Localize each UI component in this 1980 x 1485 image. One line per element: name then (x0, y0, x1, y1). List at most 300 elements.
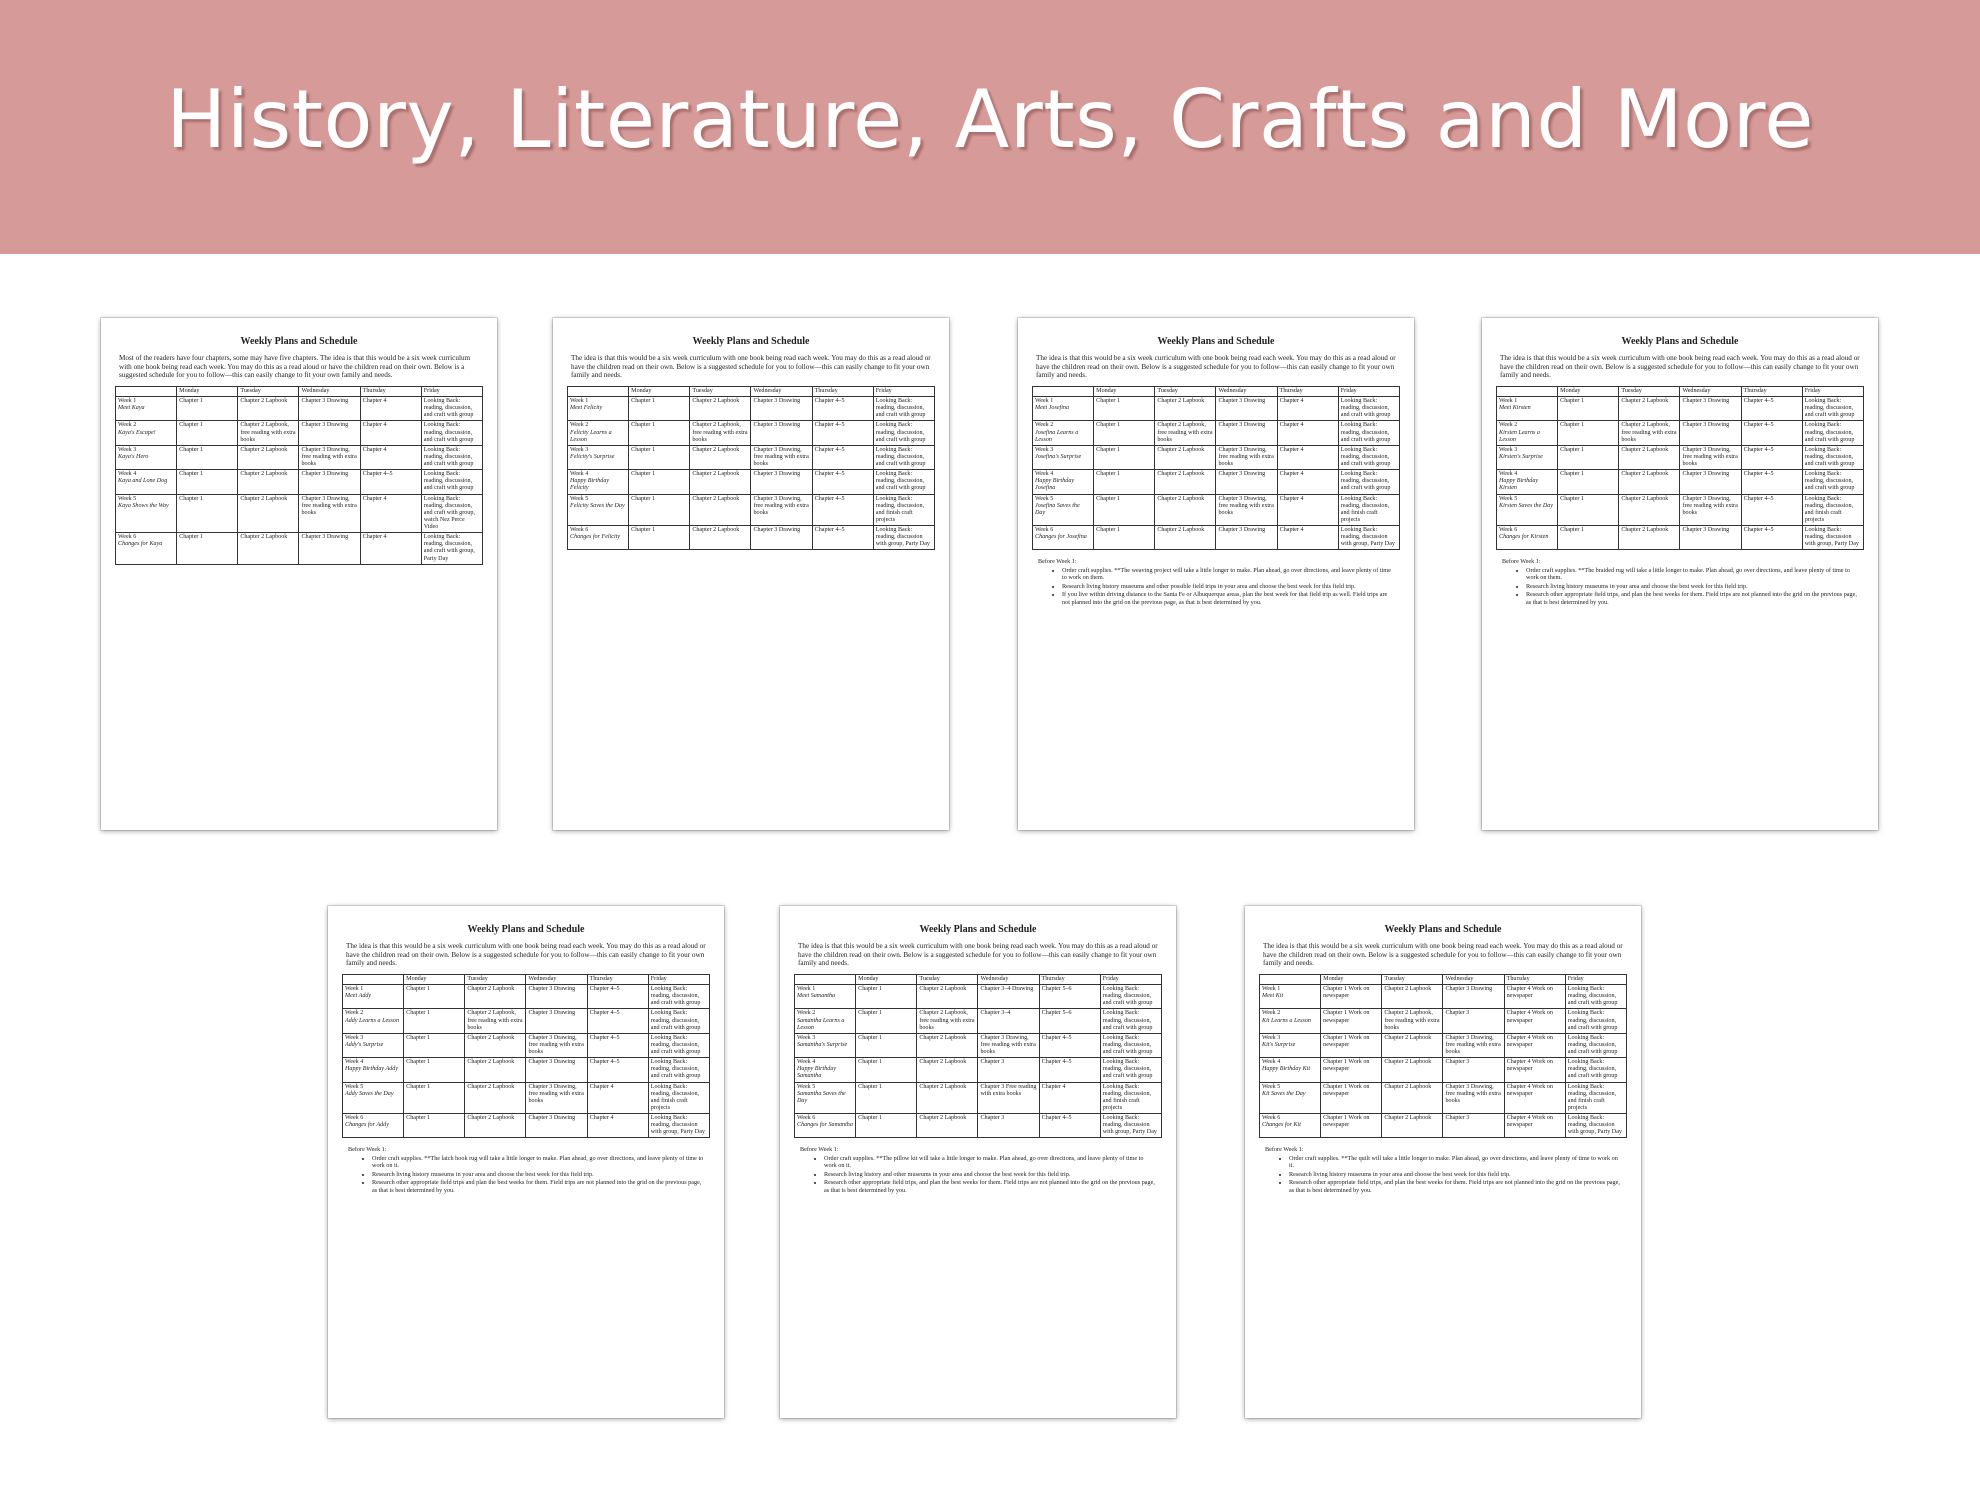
week-label: Week 3 (1499, 446, 1518, 453)
schedule-page (1482, 318, 1878, 830)
activity-cell: Chapter 3 Free reading with extra books (978, 1082, 1039, 1114)
activity-cell: Chapter 4 Work on newspaper (1504, 1082, 1565, 1114)
table-row (1497, 470, 1864, 494)
activity-cell: Looking Back: reading, discussion, and craft with group (1338, 421, 1399, 445)
day-header: Friday (1100, 974, 1161, 984)
week-cell (795, 1058, 856, 1082)
table-row (1033, 526, 1400, 550)
day-header: Tuesday (1155, 386, 1216, 396)
week-cell (343, 1082, 404, 1114)
activity-cell: Chapter 2 Lapbook (1382, 1114, 1443, 1138)
week-label: Week 1 (1035, 398, 1054, 405)
book-title: Changes for Kirsten (1499, 534, 1549, 541)
activity-cell: Chapter 3 Drawing, free reading with extra books (526, 1082, 587, 1114)
activity-cell: Chapter 2 Lapbook (1382, 985, 1443, 1009)
activity-cell: Chapter 2 Lapbook (917, 1058, 978, 1082)
activity-cell: Chapter 2 Lapbook (238, 494, 299, 533)
day-header: Thursday (812, 386, 873, 396)
notes-list (348, 1155, 704, 1194)
schedule-page (780, 906, 1176, 1418)
activity-cell: Looking Back: reading, discussion, and craft with group (1338, 397, 1399, 421)
book-title: Addy's Surprise (345, 1041, 384, 1048)
activity-cell: Chapter 3 Drawing, free reading with extra books (978, 1033, 1039, 1057)
book-title: Samantha Learns a Lesson (797, 1017, 845, 1031)
week-cell (1033, 421, 1094, 445)
activity-cell: Chapter 3 Drawing, free reading with extra books (1216, 445, 1277, 469)
book-title: Meet Felicity (570, 405, 603, 412)
notes-list (1038, 567, 1394, 606)
corner-cell (116, 386, 177, 396)
week-label: Week 2 (797, 1010, 816, 1017)
activity-cell: Chapter 2 Lapbook (690, 397, 751, 421)
activity-cell: Chapter 3–4 (978, 1009, 1039, 1033)
activity-cell: Looking Back: reading, discussion, and craft with group, Party Day (421, 533, 482, 565)
schedule-page (553, 318, 949, 830)
week-cell (1260, 1033, 1321, 1057)
notes-heading: Before Week 1: (800, 1146, 839, 1154)
week-cell (343, 1009, 404, 1033)
day-header: Tuesday (690, 386, 751, 396)
table-row (343, 985, 710, 1009)
schedule-page (1245, 906, 1641, 1418)
activity-cell: Looking Back: reading, discussion, and craft with group (873, 421, 934, 445)
activity-cell: Chapter 4 Work on newspaper (1504, 1009, 1565, 1033)
week-cell (1260, 985, 1321, 1009)
activity-cell: Chapter 3 Drawing (526, 1058, 587, 1082)
day-header: Wednesday (299, 386, 360, 396)
activity-cell: Chapter 4 Work on newspaper (1504, 985, 1565, 1009)
activity-cell: Chapter 4 (360, 445, 421, 469)
activity-cell: Chapter 1 (1558, 526, 1619, 550)
activity-cell: Chapter 4–5 (1741, 397, 1802, 421)
activity-cell: Chapter 4–5 (812, 397, 873, 421)
activity-cell: Chapter 1 Work on newspaper (1321, 985, 1382, 1009)
week-label: Week 4 (1262, 1059, 1281, 1066)
week-label: Week 3 (1035, 446, 1054, 453)
activity-cell: Chapter 4 (360, 397, 421, 421)
day-header: Wednesday (978, 974, 1039, 984)
week-cell (1497, 494, 1558, 526)
table-row (795, 1033, 1162, 1057)
corner-cell (795, 974, 856, 984)
book-title: Kirsten's Surprise (1499, 453, 1543, 460)
book-title: Kirsten Learns a Lesson (1499, 429, 1540, 443)
day-header: Tuesday (917, 974, 978, 984)
week-label: Week 6 (797, 1115, 816, 1122)
activity-cell: Chapter 3 Drawing (751, 470, 812, 494)
note-item: • Research living history museums and other possible field trips in your area and choose the best week for this field trip. (1062, 583, 1394, 590)
activity-cell: Chapter 2 Lapbook (1619, 494, 1680, 526)
activity-cell: Chapter 5–6 (1039, 1009, 1100, 1033)
activity-cell: Chapter 2 Lapbook (690, 494, 751, 526)
activity-cell: Chapter 2 Lapbook, free reading with extra books (238, 421, 299, 445)
week-cell (343, 1058, 404, 1082)
week-label: Week 4 (345, 1059, 364, 1066)
day-header: Tuesday (1619, 386, 1680, 396)
activity-cell: Looking Back: reading, discussion, and craft with group (873, 470, 934, 494)
page-title: Weekly Plans and Schedule (1384, 924, 1502, 935)
day-header: Thursday (1741, 386, 1802, 396)
activity-cell: Looking Back: reading, discussion with group, Party Day (648, 1114, 709, 1138)
notes-list (800, 1155, 1156, 1194)
activity-cell: Chapter 4 (360, 494, 421, 533)
header-row (343, 974, 710, 984)
activity-cell: Chapter 4–5 (1741, 494, 1802, 526)
week-cell (1497, 421, 1558, 445)
schedule-table (115, 386, 483, 565)
week-label: Week 2 (345, 1010, 364, 1017)
book-title: Kaya's Escape! (118, 429, 156, 436)
day-header: Monday (629, 386, 690, 396)
week-cell (568, 470, 629, 494)
activity-cell: Chapter 3 Drawing (1216, 470, 1277, 494)
book-title: Josefina's Surprise (1035, 453, 1082, 460)
day-header: Monday (1558, 386, 1619, 396)
activity-cell: Chapter 2 Lapbook (1155, 445, 1216, 469)
page-title: Weekly Plans and Schedule (919, 924, 1037, 935)
day-header: Monday (1321, 974, 1382, 984)
table-row (116, 397, 483, 421)
activity-cell: Chapter 3 (1443, 1009, 1504, 1033)
book-title: Felicity's Surprise (570, 453, 615, 460)
table-row (1260, 1114, 1627, 1138)
header-banner (0, 0, 1980, 254)
note-item: • Research other appropriate field trips and plan the best weeks for them. Field trips are not planned into the grid on the previous page, as that is best determined by you. (372, 1179, 704, 1194)
activity-cell: Chapter 1 (629, 526, 690, 550)
activity-cell: Looking Back: reading, discussion, and craft with group (1802, 397, 1863, 421)
table-row (343, 1033, 710, 1057)
activity-cell: Chapter 1 Work on newspaper (1321, 1033, 1382, 1057)
book-title: Josefina Saves the Day (1035, 502, 1080, 516)
note-item: • Order craft supplies. **The weaving project will take a little longer to make. Plan ahead, go over directions, and leave plenty of time to work on them. (1062, 567, 1394, 582)
table-row (1033, 470, 1400, 494)
week-label: Week 1 (1499, 398, 1518, 405)
week-cell (1033, 470, 1094, 494)
activity-cell: Chapter 1 (856, 1114, 917, 1138)
note-item: • Order craft supplies. **The latch hook rug will take a little longer to make. Plan ahead, go over directions, and leave plenty of time to work on it. (372, 1155, 704, 1170)
banner-title: History, Literature, Arts, Crafts and More (166, 72, 1814, 166)
day-header: Thursday (587, 974, 648, 984)
book-title: Addy Saves the Day (345, 1090, 394, 1097)
table-row (568, 445, 935, 469)
day-header: Friday (648, 974, 709, 984)
book-title: Happy Birthday Addy (345, 1066, 399, 1073)
activity-cell: Chapter 3 Drawing, free reading with extra books (1443, 1082, 1504, 1114)
activity-cell: Chapter 3 Drawing, free reading with extra books (751, 445, 812, 469)
week-cell (568, 526, 629, 550)
week-label: Week 2 (1035, 422, 1054, 429)
week-label: Week 5 (1035, 495, 1054, 502)
week-label: Week 4 (1499, 471, 1518, 478)
activity-cell: Chapter 3 Drawing (751, 421, 812, 445)
activity-cell: Chapter 2 Lapbook, free reading with extra books (465, 1009, 526, 1033)
week-cell (1033, 397, 1094, 421)
activity-cell: Chapter 2 Lapbook (917, 1114, 978, 1138)
day-header: Tuesday (1382, 974, 1443, 984)
activity-cell: Looking Back: reading, discussion, and craft with group (1565, 1058, 1626, 1082)
activity-cell: Chapter 2 Lapbook, free reading with extra books (1619, 421, 1680, 445)
book-title: Kit Saves the Day (1262, 1090, 1306, 1097)
week-label: Week 2 (570, 422, 589, 429)
week-label: Week 5 (1262, 1083, 1281, 1090)
activity-cell: Chapter 1 (1558, 421, 1619, 445)
book-title: Kirsten Saves the Day (1499, 502, 1553, 509)
schedule-table (794, 974, 1162, 1139)
book-title: Meet Kirsten (1499, 405, 1531, 412)
activity-cell: Chapter 2 Lapbook (1619, 526, 1680, 550)
activity-cell: Looking Back: reading, discussion with group, Party Day (1100, 1114, 1161, 1138)
week-label: Week 2 (1262, 1010, 1281, 1017)
table-row (1497, 494, 1864, 526)
activity-cell: Looking Back: reading, discussion, and finish craft projects (1802, 494, 1863, 526)
week-label: Week 4 (1035, 471, 1054, 478)
table-row (568, 526, 935, 550)
week-cell (116, 533, 177, 565)
week-label: Week 4 (797, 1059, 816, 1066)
activity-cell: Chapter 2 Lapbook (917, 985, 978, 1009)
activity-cell: Chapter 2 Lapbook (917, 1082, 978, 1114)
week-label: Week 5 (797, 1083, 816, 1090)
notes-heading: Before Week 1: (1038, 558, 1077, 566)
book-title: Felicity Learns a Lesson (570, 429, 612, 443)
activity-cell: Chapter 1 (856, 1058, 917, 1082)
activity-cell: Looking Back: reading, discussion, and craft with group (873, 445, 934, 469)
book-title: Changes for Kit (1262, 1122, 1301, 1129)
week-cell (568, 397, 629, 421)
week-label: Week 4 (570, 471, 589, 478)
table-row (795, 1114, 1162, 1138)
activity-cell: Chapter 2 Lapbook (238, 445, 299, 469)
week-label: Week 1 (345, 986, 364, 993)
week-label: Week 6 (1262, 1115, 1281, 1122)
before-week-notes (1496, 558, 1864, 606)
activity-cell: Looking Back: reading, discussion, and craft with group (1802, 421, 1863, 445)
note-item: • Research living history museums in your area and choose the best week for this field trip. (1289, 1171, 1621, 1178)
activity-cell: Looking Back: reading, discussion, and finish craft projects (1338, 494, 1399, 526)
activity-cell: Chapter 2 Lapbook (917, 1033, 978, 1057)
activity-cell: Chapter 1 (177, 397, 238, 421)
table-row (795, 985, 1162, 1009)
week-cell (343, 1033, 404, 1057)
activity-cell: Chapter 4–5 (812, 494, 873, 526)
day-header: Thursday (360, 386, 421, 396)
header-row (1260, 974, 1627, 984)
activity-cell: Chapter 4 (1039, 1082, 1100, 1114)
activity-cell: Chapter 1 (1094, 494, 1155, 526)
week-cell (1260, 1082, 1321, 1114)
activity-cell: Chapter 1 (629, 397, 690, 421)
table-row (568, 421, 935, 445)
day-header: Wednesday (1216, 386, 1277, 396)
activity-cell: Chapter 3 Drawing (526, 1114, 587, 1138)
activity-cell: Chapter 4–5 (587, 1058, 648, 1082)
activity-cell: Chapter 3 Drawing (1443, 985, 1504, 1009)
activity-cell: Chapter 4–5 (1741, 421, 1802, 445)
activity-cell: Chapter 1 (177, 470, 238, 494)
activity-cell: Chapter 1 (856, 1082, 917, 1114)
week-label: Week 3 (345, 1034, 364, 1041)
activity-cell: Chapter 1 (177, 445, 238, 469)
activity-cell: Looking Back: reading, discussion, and craft with group (648, 985, 709, 1009)
week-label: Week 5 (118, 495, 137, 502)
activity-cell: Chapter 3 Drawing (1680, 397, 1741, 421)
table-row (116, 470, 483, 494)
activity-cell: Chapter 2 Lapbook (238, 533, 299, 565)
activity-cell: Chapter 3 (1443, 1114, 1504, 1138)
activity-cell: Looking Back: reading, discussion, and craft with group (648, 1009, 709, 1033)
activity-cell: Chapter 1 (404, 1058, 465, 1082)
activity-cell: Chapter 4 (1277, 445, 1338, 469)
week-cell (116, 421, 177, 445)
activity-cell: Chapter 2 Lapbook (1382, 1058, 1443, 1082)
week-cell (795, 1009, 856, 1033)
header-row (116, 386, 483, 396)
note-item: • Order craft supplies. **The quilt will take a little longer to make. Plan ahead, go over directions, and leave plenty of time to work on it. (1289, 1155, 1621, 1170)
activity-cell: Chapter 2 Lapbook (238, 470, 299, 494)
activity-cell: Chapter 4 (360, 421, 421, 445)
activity-cell: Chapter 2 Lapbook (1155, 494, 1216, 526)
table-row (795, 1082, 1162, 1114)
activity-cell: Chapter 1 (1094, 470, 1155, 494)
activity-cell: Looking Back: reading, discussion, and craft with group (421, 421, 482, 445)
week-cell (568, 494, 629, 526)
day-header: Tuesday (465, 974, 526, 984)
book-title: Happy Birthday Samantha (797, 1066, 837, 1080)
activity-cell: Looking Back: reading, discussion, and craft with group (1100, 985, 1161, 1009)
activity-cell: Chapter 1 (1094, 445, 1155, 469)
activity-cell: Chapter 4–5 (812, 470, 873, 494)
activity-cell: Chapter 2 Lapbook, free reading with extra books (917, 1009, 978, 1033)
notes-list (1265, 1155, 1621, 1194)
activity-cell: Looking Back: reading, discussion with group, Party Day (1565, 1114, 1626, 1138)
book-title: Samantha's Surprise (797, 1041, 848, 1048)
intro-paragraph: The idea is that this would be a six week curriculum with one book being read each week. You may do this as a read aloud or have the children read on their own. Below is a suggested schedule for you to follow—this can easily change to fit your own family and needs. (571, 354, 931, 380)
activity-cell: Chapter 3 Drawing (1216, 397, 1277, 421)
activity-cell: Chapter 1 Work on newspaper (1321, 1082, 1382, 1114)
week-label: Week 5 (1499, 495, 1518, 502)
day-header: Thursday (1277, 386, 1338, 396)
table-row (1497, 421, 1864, 445)
activity-cell: Chapter 2 Lapbook (1619, 397, 1680, 421)
week-cell (1033, 445, 1094, 469)
activity-cell: Chapter 4–5 (1741, 470, 1802, 494)
note-item: • Research other appropriate field trips, and plan the best weeks for them. Field trips are not planned into the grid on the previous page, as that is best determined by you. (1526, 591, 1858, 606)
table-row (116, 445, 483, 469)
week-label: Week 4 (118, 471, 137, 478)
activity-cell: Looking Back: reading, discussion, and craft with group (421, 470, 482, 494)
activity-cell: Chapter 1 (856, 1033, 917, 1057)
page-title: Weekly Plans and Schedule (240, 336, 358, 347)
activity-cell: Chapter 3 Drawing, free reading with extra books (299, 494, 360, 533)
table-row (1260, 1009, 1627, 1033)
activity-cell: Chapter 3 Drawing, free reading with extra books (751, 494, 812, 526)
activity-cell: Chapter 4 (1277, 526, 1338, 550)
table-row (1497, 397, 1864, 421)
activity-cell: Chapter 1 (1558, 494, 1619, 526)
activity-cell: Looking Back: reading, discussion, and craft with group (421, 445, 482, 469)
activity-cell: Chapter 4 Work on newspaper (1504, 1058, 1565, 1082)
activity-cell: Looking Back: reading, discussion, and finish craft projects (1100, 1082, 1161, 1114)
activity-cell: Chapter 4 Work on newspaper (1504, 1033, 1565, 1057)
day-header: Thursday (1504, 974, 1565, 984)
week-label: Week 6 (345, 1115, 364, 1122)
before-week-notes (1259, 1146, 1627, 1194)
week-cell (1497, 526, 1558, 550)
activity-cell: Chapter 1 (1094, 397, 1155, 421)
activity-cell: Chapter 1 (404, 985, 465, 1009)
activity-cell: Chapter 2 Lapbook (1619, 470, 1680, 494)
table-row (1260, 1033, 1627, 1057)
activity-cell: Chapter 4 Work on newspaper (1504, 1114, 1565, 1138)
book-title: Kaya Shows the Way (118, 502, 169, 509)
week-label: Week 6 (1035, 527, 1054, 534)
activity-cell: Chapter 2 Lapbook (465, 1033, 526, 1057)
activity-cell: Looking Back: reading, discussion with group, Party Day (1802, 526, 1863, 550)
day-header: Wednesday (751, 386, 812, 396)
week-label: Week 1 (797, 986, 816, 993)
note-item: • Research living history museums in your area and choose the best week for this field trip. (1526, 583, 1858, 590)
week-cell (795, 1033, 856, 1057)
activity-cell: Looking Back: reading, discussion, and craft with group (1338, 445, 1399, 469)
activity-cell: Looking Back: reading, discussion, and craft with group (1565, 1009, 1626, 1033)
activity-cell: Chapter 3 Drawing, free reading with extra books (299, 445, 360, 469)
book-title: Changes for Kaya (118, 541, 163, 548)
day-header: Monday (1094, 386, 1155, 396)
intro-paragraph: Most of the readers have four chapters, some may have five chapters. The idea is that this would be a six week curriculum with one book being read each week. You may do this as a read aloud or have the children read on their own. Below is a suggested schedule for you to follow—this can easily change to fit your own family and needs. (119, 354, 471, 380)
schedule-table (567, 386, 935, 551)
activity-cell: Chapter 2 Lapbook (690, 470, 751, 494)
book-title: Meet Addy (345, 993, 372, 1000)
activity-cell: Chapter 2 Lapbook (1382, 1082, 1443, 1114)
week-cell (116, 445, 177, 469)
activity-cell: Chapter 2 Lapbook (465, 1114, 526, 1138)
activity-cell: Chapter 2 Lapbook (465, 1058, 526, 1082)
table-row (116, 494, 483, 533)
activity-cell: Chapter 2 Lapbook (690, 526, 751, 550)
intro-paragraph: The idea is that this would be a six week curriculum with one book being read each week. You may do this as a read aloud or have the children read on their own. Below is a suggested schedule for you to follow—this can easily change to fit your own family and needs. (1500, 354, 1860, 380)
week-cell (116, 494, 177, 533)
activity-cell: Chapter 2 Lapbook, free reading with extra books (1155, 421, 1216, 445)
book-title: Changes for Addy (345, 1122, 389, 1129)
schedule-page (101, 318, 497, 830)
before-week-notes (342, 1146, 710, 1194)
week-cell (343, 985, 404, 1009)
activity-cell: Chapter 3 Drawing (299, 470, 360, 494)
activity-cell: Chapter 1 (177, 494, 238, 533)
activity-cell: Chapter 3 Drawing (299, 397, 360, 421)
activity-cell: Chapter 3 Drawing (751, 397, 812, 421)
corner-cell (343, 974, 404, 984)
page-title: Weekly Plans and Schedule (1621, 336, 1739, 347)
activity-cell: Chapter 4 (1277, 494, 1338, 526)
activity-cell: Chapter 4 (1277, 470, 1338, 494)
activity-cell: Chapter 2 Lapbook (1382, 1033, 1443, 1057)
schedule-page (328, 906, 724, 1418)
header-row (795, 974, 1162, 984)
week-label: Week 3 (570, 446, 589, 453)
week-cell (1497, 470, 1558, 494)
table-row (1033, 445, 1400, 469)
activity-cell: Looking Back: reading, discussion, and craft with group (648, 1058, 709, 1082)
table-row (1260, 1058, 1627, 1082)
week-label: Week 2 (118, 422, 137, 429)
week-cell (1260, 1058, 1321, 1082)
activity-cell: Chapter 4–5 (1741, 526, 1802, 550)
activity-cell: Chapter 3 Drawing, free reading with extra books (1680, 445, 1741, 469)
activity-cell: Looking Back: reading, discussion with group, Party Day (873, 526, 934, 550)
note-item: • Order craft supplies. **The pillow kit will take a little longer to make. Plan ahead, go over directions, and leave plenty of time to work on it. (824, 1155, 1156, 1170)
activity-cell: Chapter 1 (629, 445, 690, 469)
